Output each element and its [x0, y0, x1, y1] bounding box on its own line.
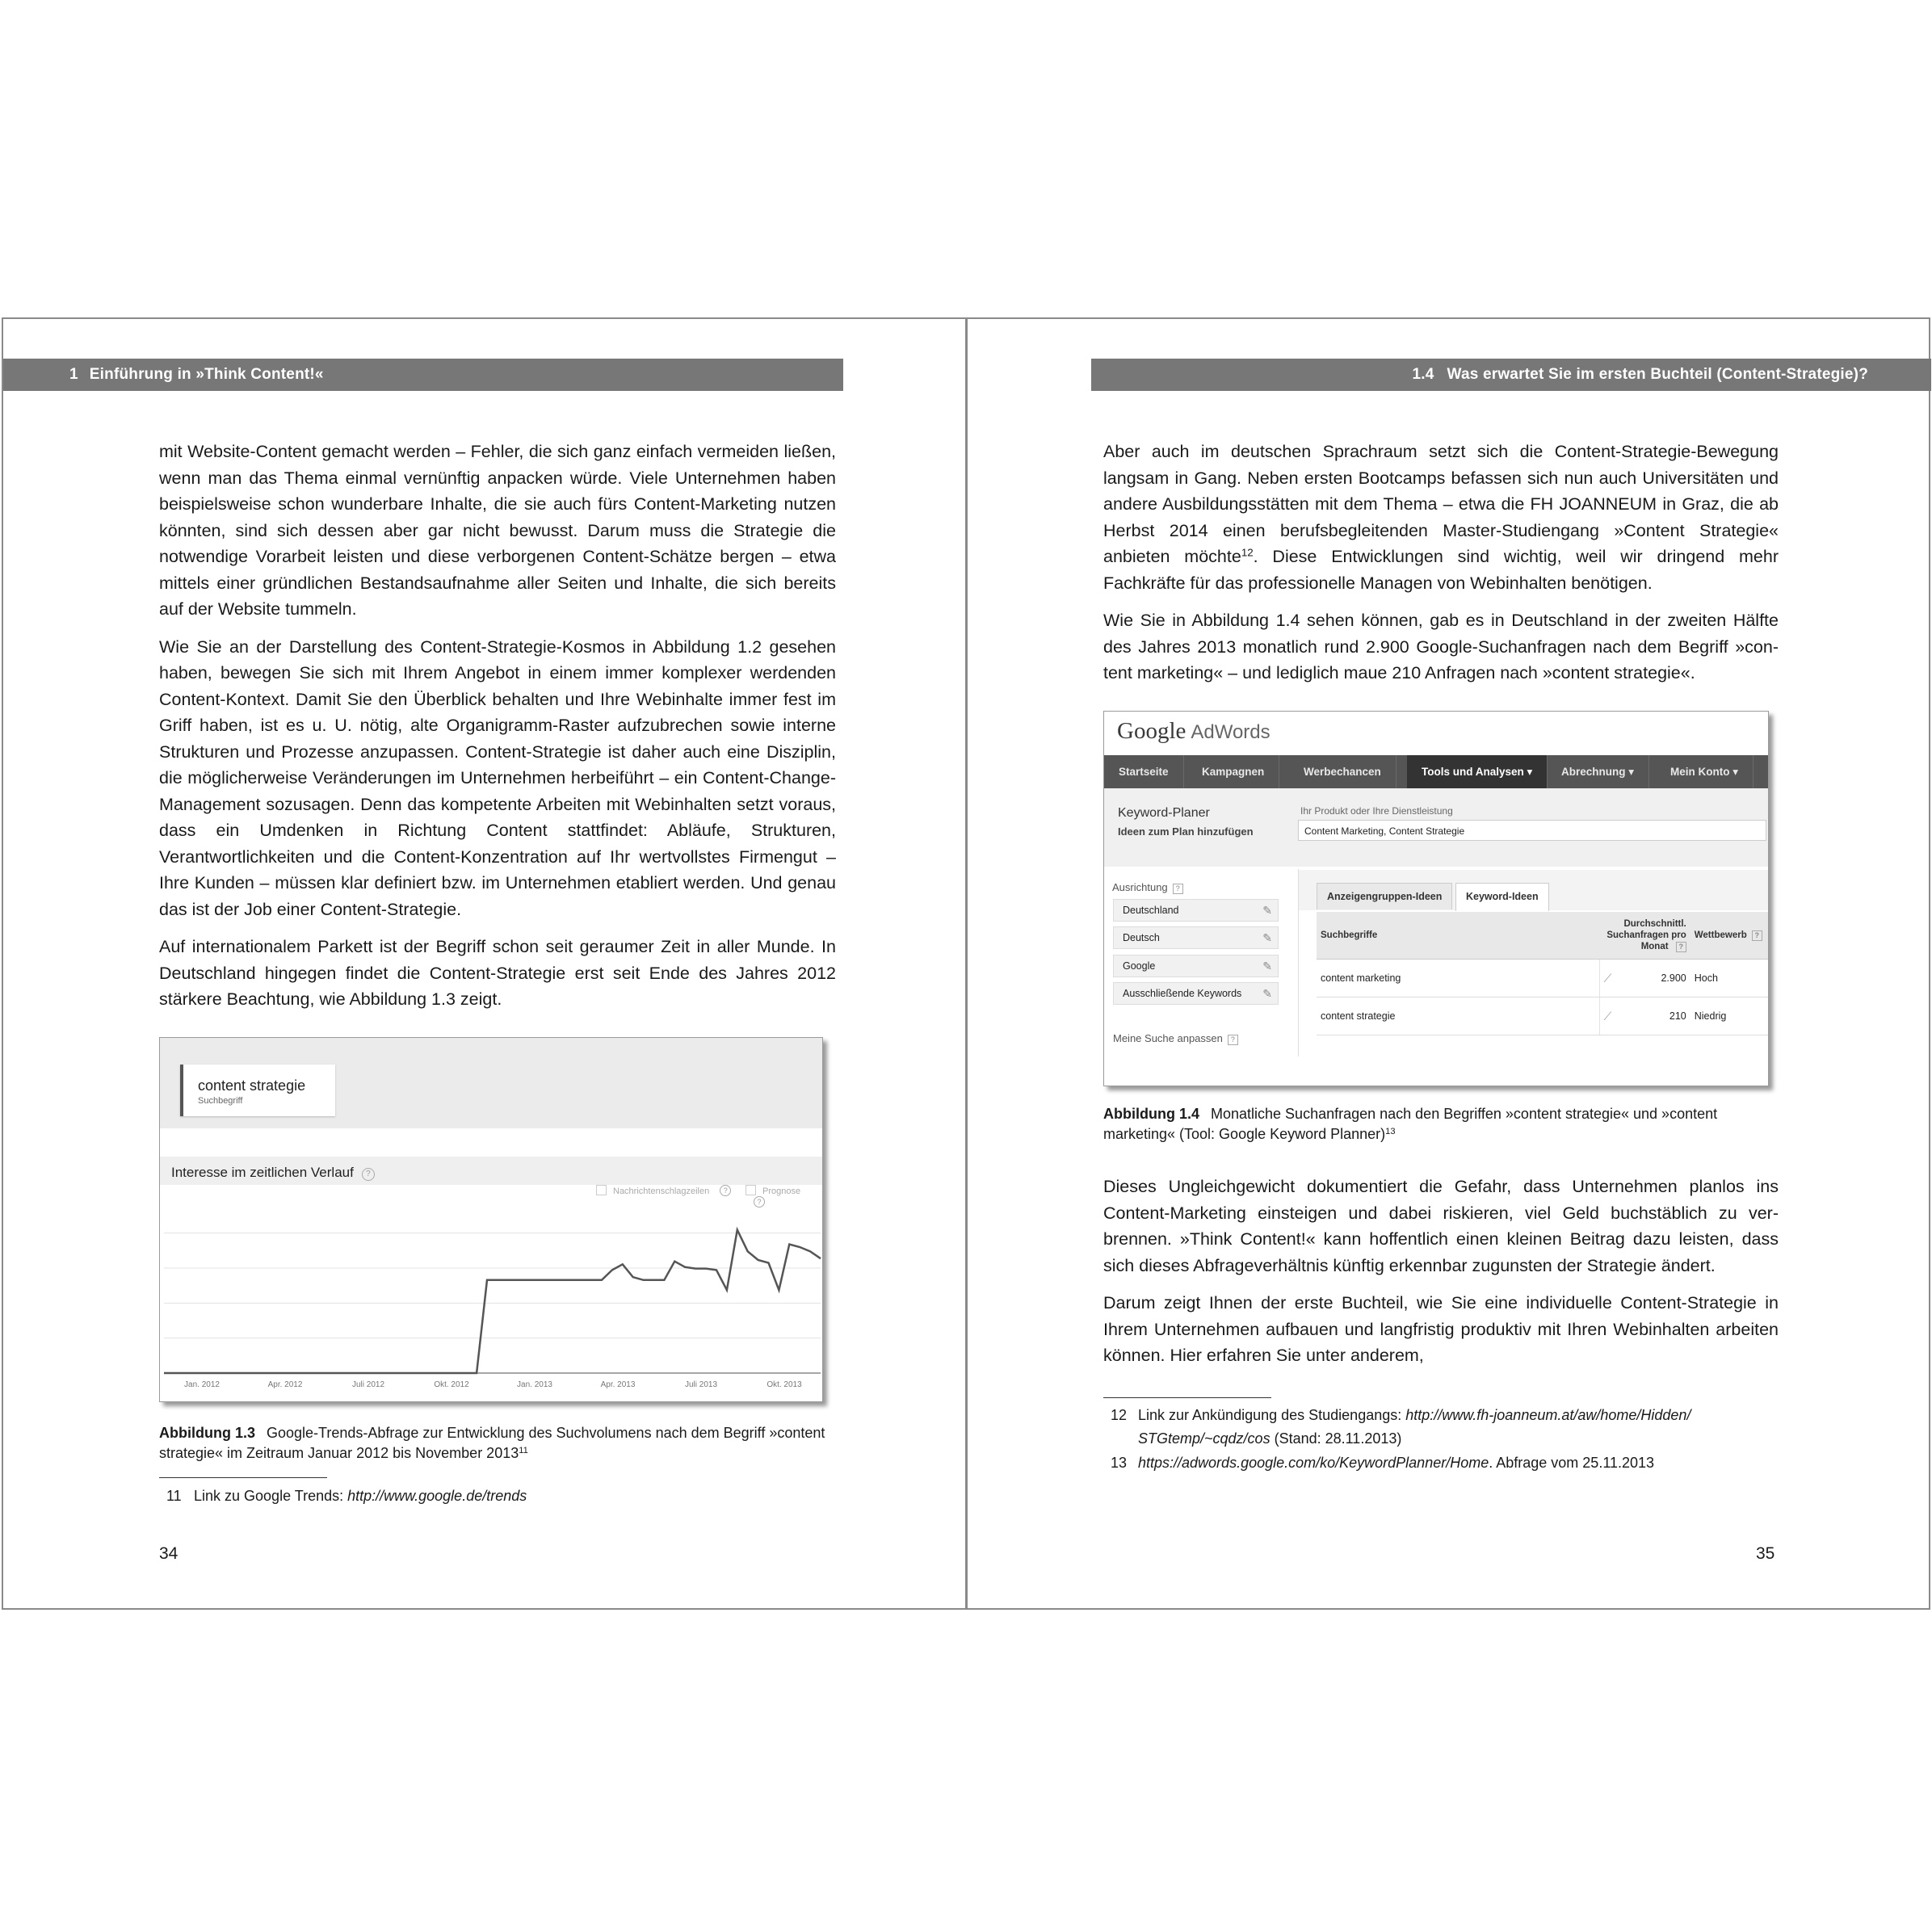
footnote-number: 12 [1111, 1407, 1128, 1423]
x-tick-label: Jan. 2013 [517, 1380, 552, 1389]
book-spread [2, 317, 1930, 1610]
option-forecast-label: Prognose [762, 1186, 801, 1196]
col-competition-label: Wettbewerb [1694, 930, 1747, 940]
nav-abrechnung[interactable]: Abrechnung ▾ [1547, 755, 1649, 788]
footnote-text: (Stand: 28.11.2013) [1270, 1430, 1402, 1447]
section-title [171, 1165, 375, 1181]
customize-label: Meine Suche anpassen [1113, 1032, 1223, 1044]
filter-label: Deutsch [1123, 932, 1160, 943]
body-text-right-bottom [1103, 1174, 1779, 1380]
filter-label: Deutschland [1123, 905, 1179, 916]
nav-kampagnen[interactable]: Kampagnen [1187, 755, 1279, 788]
nav-startseite[interactable]: Startseite [1104, 755, 1184, 788]
footnote-text: Link zu Google Trends: [194, 1488, 348, 1504]
search-term-card[interactable] [180, 1065, 335, 1116]
paragraph [1103, 439, 1779, 596]
filter-location[interactable] [1113, 899, 1279, 922]
paragraph: mit Website-Content gemacht werden – Fehler, die sich ganz einfach vermeiden ließen, wenn man das Thema einmal vernünftig anpacken würde. Viele Unternehmen haben beispielsweise schon wunderbare Inhalte, die sie auch fürs Content-Marketing nutzen könnten, sind sich dessen aber gar nicht bewusst. Darum muss die Strategie die notwendige Vorarbeit leisten und diese verborgenen Content-Schätze bergen – etwa mittels einer gründlichen Bestandsaufnahme aller Seiten und Inhalte, die sich bereits auf der Website tummeln. [159, 442, 836, 619]
filter-negative-keywords[interactable] [1113, 982, 1279, 1005]
help-icon[interactable]: ? [1228, 1035, 1238, 1045]
keyword-table [1317, 912, 1769, 1035]
help-icon[interactable]: ? [1752, 930, 1762, 941]
tab-keyword-ideas[interactable]: Keyword-Ideen [1455, 883, 1549, 911]
footnote-text: Link zur Ankündigung des Studiengangs: [1138, 1407, 1406, 1423]
caption-text: Monatliche Suchanfragen nach den Begriffen »content strategie« und »content marketing« (Tool: Google Keyword Planner) [1103, 1106, 1718, 1142]
series-line-content-strategie[interactable] [164, 1230, 821, 1373]
nav-tools-und-analysen[interactable]: Tools und Analysen ▾ [1407, 755, 1548, 788]
col-volume-label: Durchschnittl. Suchanfragen pro Monat [1606, 919, 1686, 951]
filter-label: Google [1123, 960, 1156, 972]
footnote-rule [1103, 1397, 1271, 1398]
main-nav [1104, 755, 1768, 788]
section-title-text: Interesse im zeitlichen Verlauf [171, 1165, 354, 1180]
option-news[interactable] [596, 1185, 731, 1196]
product-label: Ihr Produkt oder Ihre Dienstleistung [1300, 805, 1453, 817]
footnote-link-cont[interactable]: STGtemp/~cqdz/cos [1138, 1430, 1270, 1447]
footnote-13 [1111, 1451, 1781, 1475]
checkbox-icon[interactable] [596, 1185, 607, 1195]
footnote-number: 13 [1111, 1455, 1128, 1471]
footnote-number: 11 [166, 1488, 182, 1504]
figure-adwords [1103, 711, 1769, 1086]
footnote-ref[interactable]: 12 [1241, 546, 1254, 559]
nav-werbechancen[interactable]: Werbechancen [1289, 755, 1396, 788]
footnote-text: . Abfrage vom 25.11.2013 [1489, 1455, 1655, 1471]
product-input[interactable]: Content Marketing, Content Strategie [1298, 820, 1766, 841]
pencil-icon[interactable]: ✎ [1262, 960, 1272, 972]
caption-text: Google-Trends-Abfrage zur Entwicklung des Suchvolumens nach dem Begriff »content strategie« im Zeitraum Januar 2012 bis November 2013 [159, 1425, 825, 1461]
volume-cell: 210 [1624, 998, 1690, 1035]
targeting-text: Ausrichtung [1112, 881, 1168, 893]
col-term[interactable]: Suchbegriffe [1317, 912, 1599, 960]
x-tick-label: Juli 2012 [351, 1380, 385, 1389]
pencil-icon[interactable]: ✎ [1262, 931, 1272, 944]
keyword-cell: content marketing [1317, 960, 1599, 998]
logo-product: AdWords [1191, 721, 1270, 743]
paragraph: Wie Sie an der Darstellung des Content-Strategie-Kosmos in Abbildung 1.2 gesehen haben, bewegen Sie sich mit Ihrem Angebot in einem immer komplexer werdenden Content-Kontext. Damit Sie den Überblick behalten und Ihre Webinhalte immer fest im Griff haben, ist es u. U. nötig, alte Organigramm-Raster aufzubrechen sowie interne Strukturen und Prozesse anzupassen. Content-Strategie ist daher auch eine Disziplin, die möglicherweise Veränderungen im Unternehmen herbeiführt – ein Content-Change-Management sozusagen. Denn das kompetente Arbeiten mit Webinhalten setzt voraus, dass ein Umdenken in Richtung Content stattfindet: Abläufe, Strukturen, Verantwortlichkeiten und die Content-Konzentration auf Ihr wertvollstes Firmengut – Ihre Kunden – müssen klar definiert bzw. im Unternehmen etabliert werden. Und genau das ist der Job einer Content-Strategie. [159, 636, 836, 919]
keyword-cell: content strategie [1317, 998, 1599, 1035]
planner-title: Keyword-Planer [1118, 806, 1210, 820]
tab-ad-group-ideas[interactable]: Anzeigengruppen-Ideen [1317, 883, 1452, 909]
footnote-link[interactable]: https://adwords.google.com/ko/KeywordPlanner/Home [1138, 1455, 1489, 1471]
option-news-label: Nachrichtenschlagzeilen [613, 1186, 710, 1196]
x-tick-label: Juli 2013 [684, 1380, 718, 1389]
x-tick-label: Okt. 2012 [434, 1380, 469, 1389]
adwords-logo [1117, 718, 1270, 745]
filter-label: Ausschließende Keywords [1123, 988, 1242, 999]
filter-language[interactable] [1113, 926, 1279, 949]
page-number-right: 35 [1756, 1544, 1775, 1563]
table-row[interactable] [1317, 998, 1769, 1035]
trend-chart-icon[interactable]: ⟋ [1599, 998, 1624, 1035]
x-tick-label: Jan. 2012 [184, 1380, 220, 1389]
footnote-link[interactable]: http://www.google.de/trends [347, 1488, 527, 1504]
filter-network[interactable] [1113, 955, 1279, 977]
footnote-link[interactable]: http://www.fh-joanneum.at/aw/home/Hidden/ [1405, 1407, 1691, 1423]
volume-cell: 2.900 [1624, 960, 1690, 998]
x-tick-label: Apr. 2013 [600, 1380, 636, 1389]
section-number: 1.4 [1412, 366, 1434, 383]
help-icon[interactable]: ? [1173, 884, 1183, 894]
figure-google-trends [159, 1037, 823, 1402]
planner-subtitle[interactable]: Ideen zum Plan hinzufügen [1118, 825, 1254, 838]
paragraph: Wie Sie in Abbildung 1.4 sehen können, gab es in Deutschland in der zweiten Hälfte des Jahres 2013 monatlich rund 2.900 Google-Suchanfragen nach dem Begriff »content marketing« – und lediglich maue 210 Anfragen nach »content strategie«. [1103, 611, 1779, 682]
targeting-label [1112, 881, 1183, 894]
search-term-sub: Suchbegriff [198, 1096, 243, 1106]
table-row[interactable] [1317, 960, 1769, 998]
chapter-title: Einführung in »Think Content!« [89, 366, 324, 383]
logo-text: Google [1117, 718, 1186, 744]
paragraph: Dieses Ungleichgewicht dokumentiert die Gefahr, dass Unternehmen planlos ins Content-Marketing einsteigen und dabei riskieren, viel Geld buchstäblich zu verbrennen. »Think Content!« kann hoffentlich einen kleinen Beitrag dazu leisten, dass sich dieses Abfrageverhältnis künftig erkennbar zugunsten der Strategie ändert. [1103, 1177, 1779, 1275]
checkbox-icon[interactable] [746, 1185, 756, 1195]
footnote-ref[interactable]: 13 [1385, 1126, 1396, 1136]
customize-search[interactable] [1113, 1032, 1238, 1045]
right-page [970, 319, 1932, 1608]
help-icon[interactable]: ? [1676, 942, 1686, 952]
help-icon[interactable]: ? [362, 1168, 375, 1181]
pencil-icon[interactable]: ✎ [1262, 904, 1272, 917]
competition-cell: Hoch [1690, 960, 1769, 998]
paragraph: Darum zeigt Ihnen der erste Buchteil, wie Sie eine individuelle Content-Strategie in Ihrem Unternehmen aufbauen und langfristig produktiv mit Ihren Webinhalten arbeiten können. Hier erfahren Sie unter anderem, [1103, 1293, 1779, 1365]
col-volume[interactable] [1599, 912, 1690, 960]
body-text-left [159, 439, 836, 1024]
left-page [3, 319, 968, 1608]
pencil-icon[interactable]: ✎ [1262, 987, 1272, 1000]
figure-caption-1-4 [1103, 1104, 1779, 1144]
section-title: Was erwartet Sie im ersten Buchteil (Content-Strategie)? [1447, 366, 1868, 383]
footnote-11 [166, 1485, 527, 1508]
search-term: content strategie [198, 1077, 306, 1094]
trend-chart-icon[interactable]: ⟋ [1599, 960, 1624, 998]
trend-line-chart [160, 1199, 822, 1401]
table-header [1317, 912, 1769, 960]
x-tick-label: Apr. 2012 [267, 1380, 303, 1389]
caption-label: Abbildung 1.4 [1103, 1106, 1199, 1122]
nav-mein-konto[interactable]: Mein Konto ▾ [1656, 755, 1754, 788]
x-tick-label: Okt. 2013 [766, 1380, 802, 1389]
help-icon[interactable]: ? [720, 1185, 731, 1196]
paragraph-text: . Diese Entwicklungen sind wichtig, weil wir dringend mehr Fachkräfte für das professionelle Managen von Webinhalten benötigen. [1103, 547, 1779, 593]
running-head-right [1091, 359, 1931, 391]
paragraph: Auf internationalem Parkett ist der Begriff schon seit geraumer Zeit in aller Munde. In Deutschland hingegen findet die Content-Strategie erst seit Ende des Jahres 2012 stärkere Beachtung, wie Abbildung 1.3 zeigt. [159, 937, 836, 1009]
page-number-left: 34 [159, 1544, 178, 1563]
figure-caption-1-3 [159, 1423, 838, 1464]
running-head-left [3, 359, 843, 391]
paragraph-text: Aber auch im deutschen Sprachraum setzt sich die Content-Strategie-Bewegung langsam in Gang. Neben ersten Bootcamps befassen sich nun auch Universitäten und andere Ausbildungsstätten mit dem Thema – etwa die FH JOANNEUM in Graz, die ab Herbst 2014 einen berufsbegleitenden Master-Studiengang »Content Strategie« anbieten möchte [1103, 442, 1779, 566]
caption-label: Abbildung 1.3 [159, 1425, 255, 1441]
footnote-ref[interactable]: 11 [519, 1445, 528, 1455]
competition-cell: Niedrig [1690, 998, 1769, 1035]
help-icon[interactable]: ? [754, 1196, 765, 1208]
footnote-12 [1111, 1404, 1781, 1451]
chapter-number: 1 [69, 366, 78, 383]
body-text-right-top [1103, 439, 1779, 698]
col-competition[interactable] [1690, 912, 1769, 960]
footnote-rule [159, 1477, 327, 1478]
